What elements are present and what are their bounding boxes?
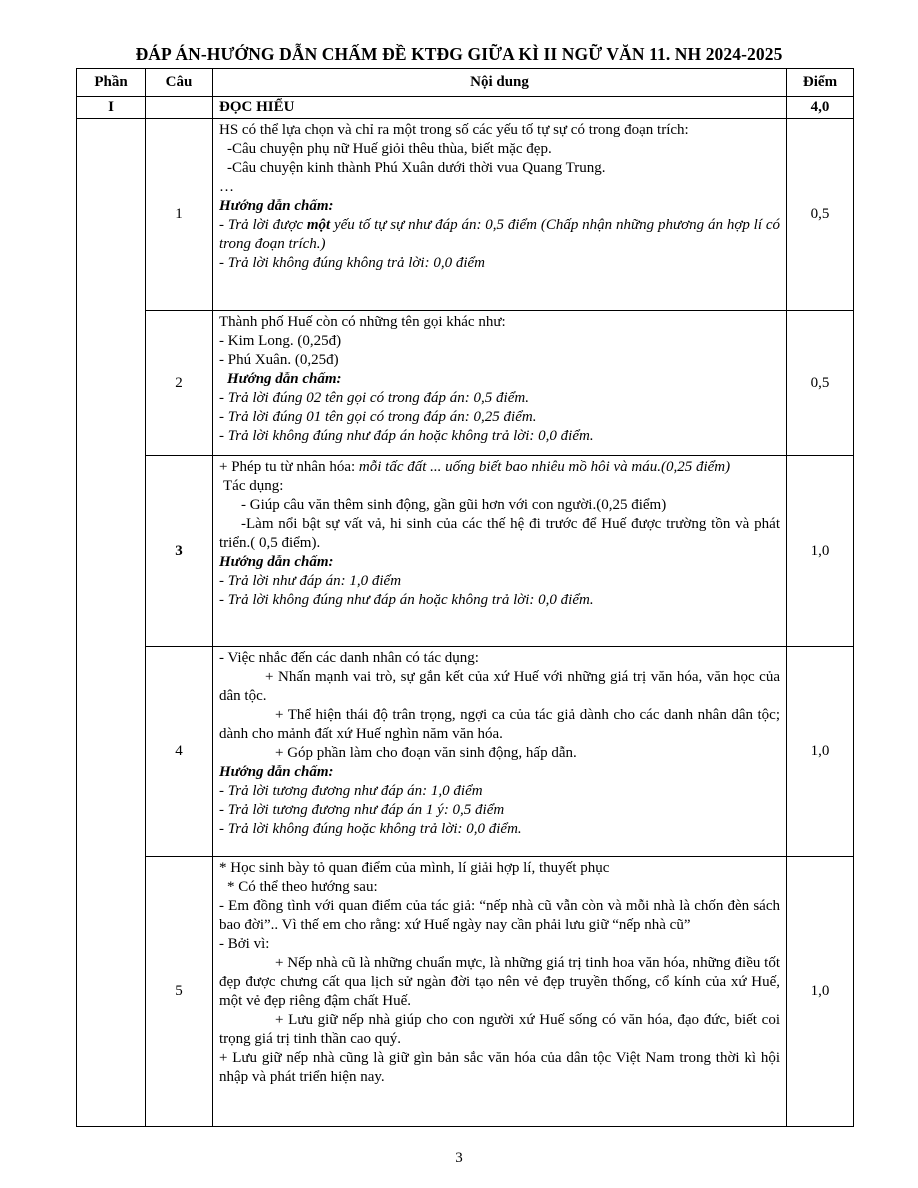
question-content	[213, 857, 787, 1127]
question-content	[213, 456, 787, 647]
answer-line: + Phép tu từ nhân hóa: mỗi tấc đất ... uống biết bao nhiêu mồ hôi và máu.(0,25 điểm)	[219, 459, 731, 475]
grading-line: - Trả lời tương đương như đáp án: 1,0 điểm	[219, 783, 483, 799]
answer-line: * Học sinh bày tỏ quan điểm của mình, lí giải hợp lí, thuyết phục	[219, 860, 610, 876]
answer-line: + Nếp nhà cũ là những chuẩn mực, là những giá trị tinh hoa văn hóa, những điều tốt đẹp được chưng cất qua lịch sử ngàn đời tạo nên vẻ đẹp truyền thống, cổ kính của xứ Huế, một vẻ đẹp riêng đậm chất Huế.	[219, 955, 780, 1009]
grading-line: - Trả lời được một yếu tố tự sự như đáp án: 0,5 điểm (Chấp nhận những phương án hợp lí có trong đoạn trích.)	[219, 217, 780, 252]
answer-line: + Nhấn mạnh vai trò, sự gắn kết của xứ Huế với những giá trị văn hóa, văn học của dân tộc.	[219, 669, 780, 704]
grading-line: - Trả lời như đáp án: 1,0 điểm	[219, 573, 402, 589]
answer-line: -Làm nổi bật sự vất vả, hi sinh của các thế hệ đi trước để Huế được trường tồn và phát triển.( 0,5 điểm).	[219, 516, 780, 551]
answer-line: -Câu chuyện kinh thành Phú Xuân dưới thời vua Quang Trung.	[227, 160, 606, 176]
question-number: 3	[146, 456, 213, 647]
question-score: 0,5	[787, 119, 854, 311]
page-number: 3	[455, 1150, 463, 1166]
answer-line: - Giúp câu văn thêm sinh động, gần gũi hơn với con người.(0,25 điểm)	[241, 497, 667, 513]
answer-line: HS có thể lựa chọn và chỉ ra một trong số các yếu tố tự sự có trong đoạn trích:	[219, 122, 689, 138]
question-row-2	[77, 311, 854, 456]
grading-line: - Trả lời không đúng như đáp án hoặc không trả lời: 0,0 điểm.	[219, 428, 594, 444]
answer-line: + Lưu giữ nếp nhà cũng là giữ gìn bản sắc văn hóa của dân tộc Việt Nam trong thời kì hội nhập và phát triển hiện nay.	[219, 1050, 780, 1085]
question-number: 2	[146, 311, 213, 456]
answer-line: - Em đồng tình với quan điểm của tác giả: “nếp nhà cũ vẫn còn và mỗi nhà là chốn đèn sách bao đời”.. Vì thế em cho rằng: xứ Huế ngày nay cần phải lưu giữ “nếp nhà cũ”	[219, 898, 780, 933]
grading-line: - Trả lời không đúng hoặc không trả lời: 0,0 điểm.	[219, 821, 522, 837]
question-score: 1,0	[787, 647, 854, 857]
question-row-4	[77, 647, 854, 857]
question-score: 0,5	[787, 311, 854, 456]
table-header-row	[77, 69, 854, 97]
header-cau: Câu	[146, 69, 213, 97]
answer-line: -Câu chuyện phụ nữ Huế giỏi thêu thùa, biết mặc đẹp.	[227, 141, 552, 157]
answer-line: Tác dụng:	[223, 478, 284, 494]
grading-line: - Trả lời đúng 02 tên gọi có trong đáp án: 0,5 điểm.	[219, 390, 529, 406]
answer-line: * Có thể theo hướng sau:	[227, 879, 378, 895]
answer-line: - Bởi vì:	[219, 936, 270, 952]
header-phan: Phần	[77, 69, 146, 97]
header-diem: Điểm	[787, 69, 854, 97]
question-content	[213, 311, 787, 456]
grading-line: - Trả lời không đúng như đáp án hoặc không trả lời: 0,0 điểm.	[219, 592, 594, 608]
grading-heading: Hướng dẫn chấm:	[219, 764, 334, 780]
question-row-1	[77, 119, 854, 311]
question-score: 1,0	[787, 456, 854, 647]
answer-line: …	[219, 179, 234, 195]
question-row-5	[77, 857, 854, 1127]
grading-line: - Trả lời tương đương như đáp án 1 ý: 0,5 điểm	[219, 802, 505, 818]
phan-cell-empty	[77, 119, 146, 1127]
answer-line: Thành phố Huế còn có những tên gọi khác như:	[219, 314, 506, 330]
section-cau-empty	[146, 97, 213, 119]
header-noidung: Nội dung	[213, 69, 787, 97]
question-content	[213, 647, 787, 857]
question-row-3	[77, 456, 854, 647]
answer-line: - Việc nhắc đến các danh nhân có tác dụng:	[219, 650, 479, 666]
answer-line: + Thể hiện thái độ trân trọng, ngợi ca của tác giả dành cho các danh nhân dân tộc; dành cho mảnh đất xứ Huế nghìn năm văn hóa.	[219, 707, 780, 742]
grading-heading: Hướng dẫn chấm:	[219, 198, 334, 214]
question-number: 4	[146, 647, 213, 857]
grading-heading: Hướng dẫn chấm:	[219, 554, 334, 570]
answer-table	[76, 68, 854, 1127]
section-diem: 4,0	[787, 97, 854, 119]
grading-heading: Hướng dẫn chấm:	[227, 371, 342, 387]
section-label: ĐỌC HIỂU	[213, 97, 787, 119]
section-row	[77, 97, 854, 119]
question-number: 1	[146, 119, 213, 311]
answer-line: + Góp phần làm cho đoạn văn sinh động, hấp dẫn.	[275, 745, 577, 761]
document-title: ĐÁP ÁN-HƯỚNG DẪN CHẤM ĐỀ KTĐG GIỮA KÌ II NGỮ VĂN 11. NH 2024-2025	[135, 44, 783, 64]
answer-line: + Lưu giữ nếp nhà giúp cho con người xứ Huế sống có văn hóa, đạo đức, biết coi trọng giá trị tinh thần cao quý.	[219, 1012, 780, 1047]
question-score: 1,0	[787, 857, 854, 1127]
grading-line: - Trả lời không đúng không trả lời: 0,0 điểm	[219, 255, 486, 271]
question-number: 5	[146, 857, 213, 1127]
answer-line: - Kim Long. (0,25đ)	[219, 333, 342, 349]
section-phan: I	[77, 97, 146, 119]
answer-line: - Phú Xuân. (0,25đ)	[219, 352, 339, 368]
grading-line: - Trả lời đúng 01 tên gọi có trong đáp án: 0,25 điểm.	[219, 409, 537, 425]
question-content	[213, 119, 787, 311]
